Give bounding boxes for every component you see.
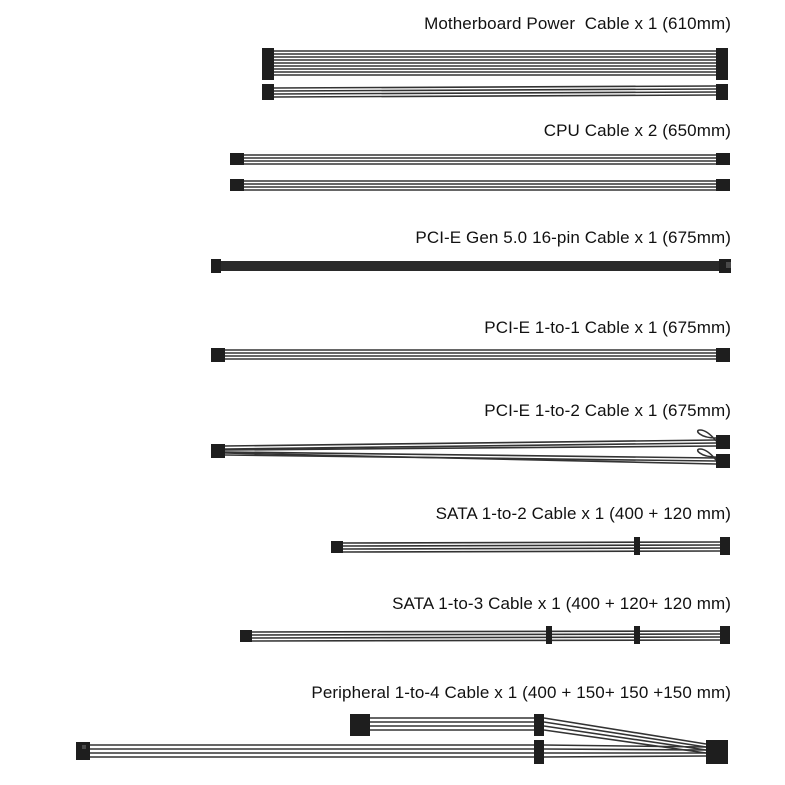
cpu-cable-label: CPU Cable x 2 (650mm) <box>543 121 731 140</box>
pcie-1to2-cable-image <box>211 430 730 468</box>
sata-1to2-cable-label: SATA 1-to-2 Cable x 1 (400 + 120 mm) <box>435 504 731 523</box>
sata-1to2-cable-image <box>331 537 730 555</box>
pcie-gen5-cable-image <box>211 259 731 273</box>
peripheral-1to4-cable-image <box>76 714 728 764</box>
peripheral-1to4-cable-label: Peripheral 1-to-4 Cable x 1 (400 + 150+ 150 +150 mm) <box>311 683 731 702</box>
motherboard-cable-label: Motherboard Power Cable x 1 (610mm) <box>424 14 731 33</box>
pcie-1to1-cable-image <box>211 348 730 362</box>
sata-1to3-cable-label: SATA 1-to-3 Cable x 1 (400 + 120+ 120 mm) <box>392 594 731 613</box>
cpu-cable-image <box>230 153 730 191</box>
motherboard-cable-image <box>262 48 728 100</box>
pcie-1to1-cable-label: PCI-E 1-to-1 Cable x 1 (675mm) <box>484 318 731 337</box>
pcie-gen5-cable-label: PCI-E Gen 5.0 16-pin Cable x 1 (675mm) <box>415 228 731 247</box>
sata-1to3-cable-image <box>240 626 730 644</box>
pcie-1to2-cable-label: PCI-E 1-to-2 Cable x 1 (675mm) <box>484 401 731 420</box>
